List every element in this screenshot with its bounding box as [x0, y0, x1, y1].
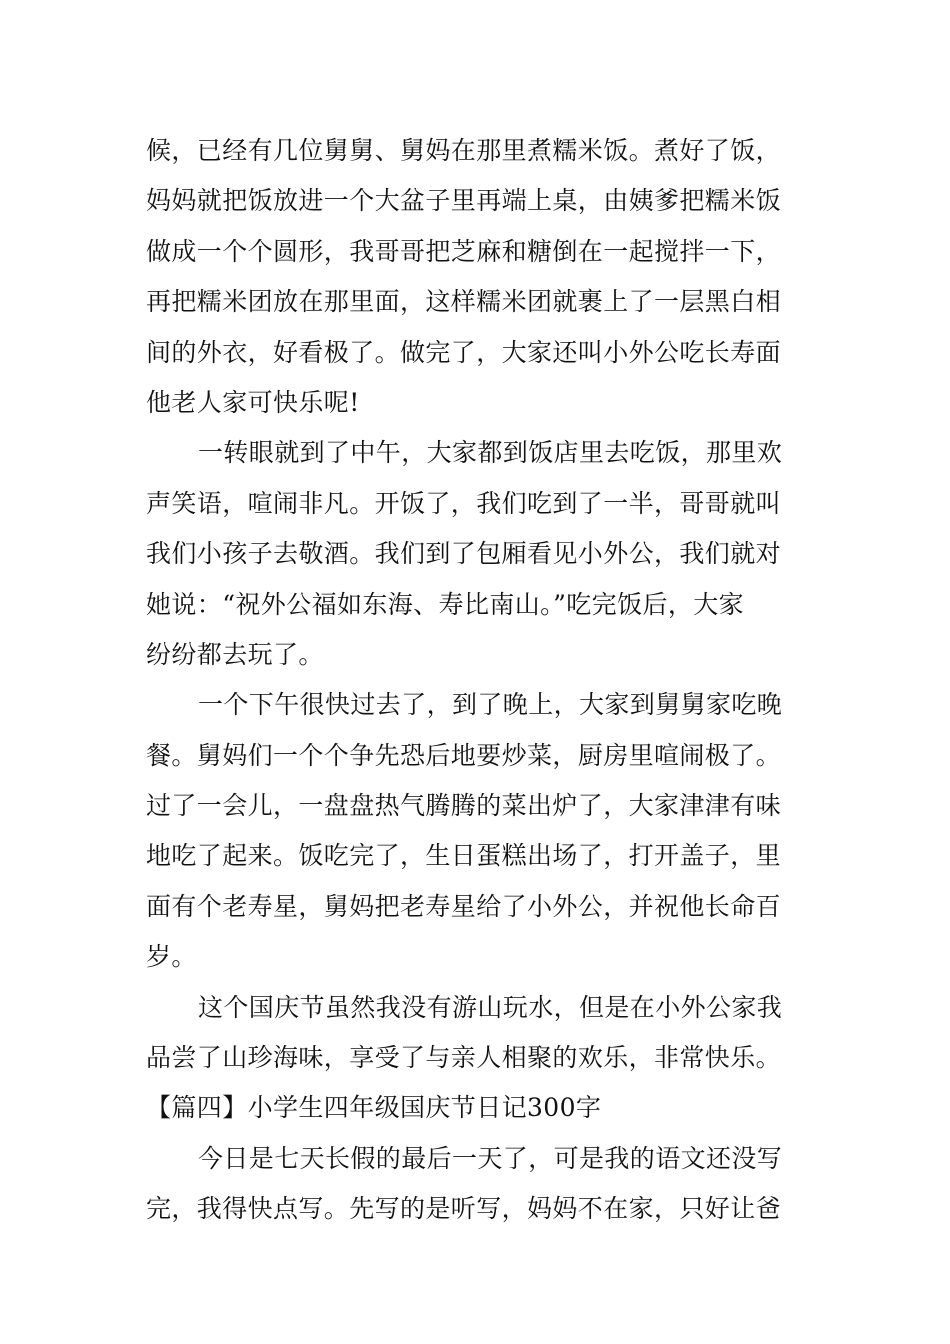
text-line: 他老人家可快乐呢!	[146, 387, 360, 417]
text-line: 候，已经有几位舅舅、舅妈在那里煮糯米饭。煮好了饭，	[146, 136, 782, 165]
text-line: 做成一个个圆形，我哥哥把芝麻和糖倒在一起搅拌一下，	[146, 236, 782, 266]
text-line: 声笑语，喧闹非凡。开饭了，我们吃到了一半，哥哥就叫	[146, 488, 782, 518]
text-line: 面有个老寿星，舅妈把老寿星给了小外公，并祝他长命百	[146, 891, 782, 921]
section-heading: 【篇四】小学生四年级国庆节日记300字	[146, 1093, 602, 1123]
text-line: 再把糯米团放在那里面，这样糯米团就裹上了一层黑白相	[146, 287, 782, 317]
text-line: 我们小孩子去敬酒。我们到了包厢看见小外公，我们就对	[146, 539, 782, 569]
text-line: 完，我得快点写。先写的是听写，妈妈不在家，只好让爸	[146, 1194, 782, 1224]
document-body	[146, 126, 826, 1235]
text-line: 岁。	[146, 942, 197, 972]
text-line: 品尝了山珍海味，享受了与亲人相聚的欢乐，非常快乐。	[146, 1043, 782, 1073]
paragraph-first-line: 一转眼就到了中午，大家都到饭店里去吃饭，那里欢	[198, 438, 783, 468]
paragraph-first-line: 这个国庆节虽然我没有游山玩水，但是在小外公家我	[198, 992, 783, 1022]
paragraph-first-line: 一个下午很快过去了，到了晚上，大家到舅舅家吃晚	[198, 690, 783, 720]
text-line: 妈妈就把饭放进一个大盆子里再端上桌，由姨爹把糯米饭	[146, 186, 782, 216]
text-line: 她说：“祝外公福如东海、寿比南山。”吃完饭后，大家	[146, 589, 745, 619]
text-line: 地吃了起来。饭吃完了，生日蛋糕出场了，打开盖子，里	[146, 841, 782, 871]
text-line: 纷纷都去玩了。	[146, 639, 324, 669]
text-line: 餐。舅妈们一个个争先恐后地要炒菜，厨房里喧闹极了。	[146, 740, 782, 770]
paragraph-first-line: 今日是七天长假的最后一天了，可是我的语文还没写	[198, 1143, 783, 1173]
text-line: 过了一会儿，一盘盘热气腾腾的菜出炉了，大家津津有味	[146, 791, 782, 821]
text-line: 间的外衣，好看极了。做完了，大家还叫小外公吃长寿面	[146, 337, 782, 367]
